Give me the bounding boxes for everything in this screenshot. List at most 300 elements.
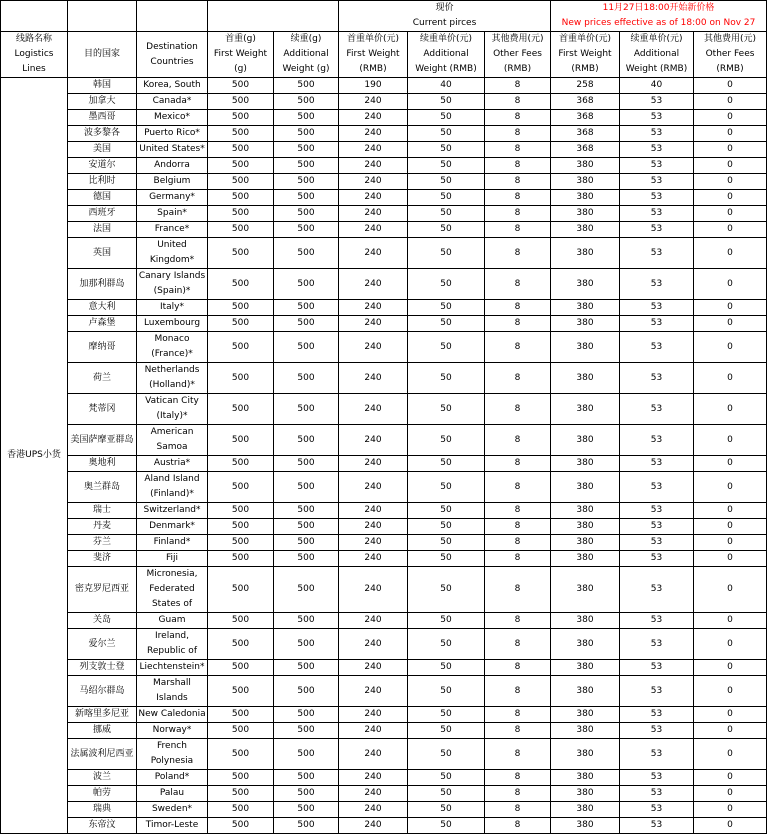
country-en-line: Puerto Rico* [144,128,200,138]
new-additional-price-cell: 53 [620,456,694,472]
new-other-fees-cell: 0 [694,190,767,206]
new-other-fees-cell: 0 [694,786,767,802]
country-en-line: (Italy)* [156,411,188,421]
new-first-price-cell: 380 [551,739,620,770]
current-first-price-cell: 240 [339,222,408,238]
country-en-line: Polynesia [150,756,194,766]
additional-weight-g-cell: 500 [274,206,339,222]
country-cn-cell: 奥地利 [68,456,137,472]
country-cn-cell: 奥兰群岛 [68,472,137,503]
table-row [1,206,767,222]
current-additional-price-cell: 50 [408,818,485,834]
new-first-price-cell: 380 [551,707,620,723]
additional-weight-g-cell: 500 [274,739,339,770]
country-en-line: Austria* [153,458,191,468]
new-first-price-cell: 380 [551,723,620,739]
current-additional-price-cell: 50 [408,629,485,660]
new-prices-label-en: New prices effective as of 18:00 on Nov 27 [561,18,756,28]
first-weight-g-cell: 500 [208,190,274,206]
current-first-price-cell: 240 [339,472,408,503]
country-cn-cell: 梵蒂冈 [68,394,137,425]
current-first-price-cell: 240 [339,818,408,834]
new-other-fees-cell: 0 [694,818,767,834]
current-additional-price-cell: 50 [408,425,485,456]
current-other-fees-cell: 8 [485,660,551,676]
country-en-line: Federated [149,584,195,594]
new-other-fees-cell: 0 [694,126,767,142]
new-first-price-cell: 368 [551,142,620,158]
table-row [1,316,767,332]
first-weight-g-cell: 500 [208,142,274,158]
new-other-fees-cell: 0 [694,206,767,222]
country-cn-cell: 帕劳 [68,786,137,802]
current-other-fees-cell: 8 [485,363,551,394]
new-other-fees-cell: 0 [694,142,767,158]
col-header-cn: 其他费用(元) [704,34,757,44]
new-additional-price-cell: 53 [620,425,694,456]
current-first-price-cell: 240 [339,110,408,126]
new-first-price-cell: 380 [551,238,620,269]
current-other-fees-cell: 8 [485,456,551,472]
new-other-fees-cell: 0 [694,174,767,190]
first-weight-g-cell: 500 [208,472,274,503]
current-first-price-cell: 240 [339,613,408,629]
country-en-line: Palau [159,788,185,798]
country-en-cell [137,503,208,519]
first-weight-g-cell: 500 [208,676,274,707]
current-additional-price-cell: 50 [408,535,485,551]
new-additional-price-cell: 53 [620,94,694,110]
new-first-price-cell: 380 [551,676,620,707]
current-additional-price-cell: 50 [408,126,485,142]
new-other-fees-cell: 0 [694,472,767,503]
new-additional-price-cell: 53 [620,503,694,519]
current-other-fees-cell: 8 [485,394,551,425]
current-other-fees-cell: 8 [485,238,551,269]
additional-weight-g-cell: 500 [274,363,339,394]
current-additional-price-cell: 50 [408,316,485,332]
country-en-cell [137,142,208,158]
current-other-fees-cell: 8 [485,174,551,190]
table-row [1,332,767,363]
country-en-line: French [157,741,187,751]
table-row [1,190,767,206]
header-top-row [1,1,767,32]
new-additional-price-cell: 53 [620,316,694,332]
new-additional-price-cell: 53 [620,206,694,222]
col-header-en: (RMB) [359,64,387,74]
first-weight-g-cell: 500 [208,394,274,425]
country-en-cell [137,739,208,770]
col-header-cn: 续重单价(元) [419,34,473,44]
new-additional-price-cell: 53 [620,110,694,126]
additional-weight-g-cell: 500 [274,425,339,456]
current-additional-price-cell: 50 [408,519,485,535]
current-first-price-cell: 240 [339,269,408,300]
new-additional-price-cell: 53 [620,676,694,707]
current-other-fees-cell: 8 [485,332,551,363]
current-other-fees-cell: 8 [485,425,551,456]
country-en-line: Micronesia, [146,569,198,579]
current-additional-price-cell: 50 [408,660,485,676]
col-header-new-first-weight-price [551,32,620,78]
col-header-en: First Weight [213,49,268,59]
current-other-fees-cell: 8 [485,519,551,535]
current-first-price-cell: 190 [339,78,408,94]
col-header-en: (RMB) [716,64,744,74]
table-row [1,222,767,238]
country-en-cell [137,707,208,723]
new-first-price-cell: 380 [551,394,620,425]
new-first-price-cell: 380 [551,363,620,394]
additional-weight-g-cell: 500 [274,818,339,834]
new-first-price-cell: 380 [551,456,620,472]
country-en-line: Norway* [152,725,192,735]
country-en-cell [137,190,208,206]
current-other-fees-cell: 8 [485,142,551,158]
country-en-cell [137,158,208,174]
new-first-price-cell: 380 [551,158,620,174]
country-en-line: United States* [139,144,205,154]
col-header-current-first-weight-price [339,32,408,78]
table-row [1,551,767,567]
first-weight-g-cell: 500 [208,770,274,786]
current-first-price-cell: 240 [339,786,408,802]
current-first-price-cell: 240 [339,723,408,739]
country-cn-cell: 比利时 [68,174,137,190]
current-additional-price-cell: 50 [408,802,485,818]
current-other-fees-cell: 8 [485,613,551,629]
col-header-cn: 首重单价(元) [558,34,612,44]
country-en-line: Canada* [152,96,192,106]
additional-weight-g-cell: 500 [274,802,339,818]
current-additional-price-cell: 50 [408,456,485,472]
current-first-price-cell: 240 [339,190,408,206]
current-other-fees-cell: 8 [485,300,551,316]
first-weight-g-cell: 500 [208,629,274,660]
country-en-cell [137,456,208,472]
new-other-fees-cell: 0 [694,363,767,394]
col-header-logistics-line [1,32,68,78]
table-body [1,78,767,834]
country-cn-cell: 韩国 [68,78,137,94]
country-en-cell [137,818,208,834]
additional-weight-g-cell: 500 [274,472,339,503]
current-other-fees-cell: 8 [485,206,551,222]
country-en-line: (Holland)* [149,380,195,390]
current-additional-price-cell: 50 [408,190,485,206]
country-en-line: Finland* [153,537,191,547]
table-row [1,425,767,456]
header-column-row [1,32,767,78]
table-row [1,456,767,472]
country-en-cell [137,567,208,613]
col-header-additional-weight-g [274,32,339,78]
additional-weight-g-cell: 500 [274,535,339,551]
country-en-line: Republic of [146,646,197,656]
country-en-line: Islands [156,693,188,703]
current-other-fees-cell: 8 [485,567,551,613]
current-other-fees-cell: 8 [485,786,551,802]
additional-weight-g-cell: 500 [274,676,339,707]
current-other-fees-cell: 8 [485,503,551,519]
new-first-price-cell: 380 [551,613,620,629]
new-additional-price-cell: 53 [620,613,694,629]
col-header-cn: 目的国家 [83,49,120,59]
current-additional-price-cell: 50 [408,567,485,613]
new-additional-price-cell: 53 [620,567,694,613]
additional-weight-g-cell: 500 [274,629,339,660]
new-other-fees-cell: 0 [694,269,767,300]
new-first-price-cell: 380 [551,206,620,222]
table-row [1,567,767,613]
col-header-cn: 续重单价(元) [630,34,683,44]
additional-weight-g-cell: 500 [274,567,339,613]
table-row [1,786,767,802]
first-weight-g-cell: 500 [208,206,274,222]
country-en-line: Luxembourg [143,318,201,328]
current-additional-price-cell: 50 [408,723,485,739]
table-row [1,363,767,394]
new-first-price-cell: 368 [551,126,620,142]
first-weight-g-cell: 500 [208,535,274,551]
additional-weight-g-cell: 500 [274,300,339,316]
country-en-line: Canary Islands [138,271,206,281]
table-row [1,78,767,94]
current-first-price-cell: 240 [339,316,408,332]
current-other-fees-cell: 8 [485,676,551,707]
col-header-new-other-fees [694,32,767,78]
new-additional-price-cell: 53 [620,707,694,723]
new-first-price-cell: 380 [551,660,620,676]
country-en-line: New Caledonia [138,709,206,719]
table-row [1,770,767,786]
col-header-en: Additional [633,49,680,59]
new-prices-label-cn: 11月27日18:00开始新价格 [602,3,715,13]
new-other-fees-cell: 0 [694,238,767,269]
country-en-cell [137,110,208,126]
first-weight-g-cell: 500 [208,818,274,834]
col-header-destination-cn [68,32,137,78]
new-additional-price-cell: 53 [620,174,694,190]
current-additional-price-cell: 50 [408,110,485,126]
new-first-price-cell: 380 [551,222,620,238]
current-first-price-cell: 240 [339,707,408,723]
new-additional-price-cell: 53 [620,660,694,676]
country-cn-cell: 新喀里多尼亚 [68,707,137,723]
col-header-en: (g) [234,64,247,74]
current-first-price-cell: 240 [339,158,408,174]
new-first-price-cell: 380 [551,567,620,613]
country-en-line: Spain* [157,208,187,218]
table-row [1,707,767,723]
current-first-price-cell: 240 [339,238,408,269]
country-cn-cell: 密克罗尼西亚 [68,567,137,613]
current-first-price-cell: 240 [339,567,408,613]
additional-weight-g-cell: 500 [274,786,339,802]
country-en-line: (Finland)* [150,489,194,499]
table-row [1,723,767,739]
new-first-price-cell: 368 [551,94,620,110]
col-header-current-other-fees [485,32,551,78]
country-en-cell [137,425,208,456]
country-cn-cell: 爱尔兰 [68,629,137,660]
current-additional-price-cell: 50 [408,770,485,786]
new-additional-price-cell: 53 [620,818,694,834]
first-weight-g-cell: 500 [208,707,274,723]
new-other-fees-cell: 0 [694,78,767,94]
current-first-price-cell: 240 [339,126,408,142]
current-other-fees-cell: 8 [485,94,551,110]
country-en-line: States of [151,599,193,609]
logistics-line-cell: 香港UPS小货 [1,78,68,834]
new-additional-price-cell: 53 [620,519,694,535]
country-en-cell [137,126,208,142]
current-additional-price-cell: 50 [408,332,485,363]
country-en-line: Sweden* [151,804,193,814]
new-first-price-cell: 380 [551,503,620,519]
new-additional-price-cell: 53 [620,739,694,770]
current-first-price-cell: 240 [339,94,408,110]
new-first-price-cell: 380 [551,629,620,660]
first-weight-g-cell: 500 [208,519,274,535]
country-cn-cell: 瑞士 [68,503,137,519]
col-header-en: Additional [283,49,329,59]
current-prices-label-cn: 现价 [435,3,454,13]
current-additional-price-cell: 50 [408,300,485,316]
new-additional-price-cell: 53 [620,394,694,425]
col-header-en: First Weight [558,49,612,59]
current-first-price-cell: 240 [339,174,408,190]
header-blank-cell [208,1,339,32]
country-en-cell [137,394,208,425]
country-en-cell [137,363,208,394]
country-en-cell [137,206,208,222]
current-additional-price-cell: 50 [408,551,485,567]
table-row [1,676,767,707]
table-row [1,535,767,551]
current-other-fees-cell: 8 [485,126,551,142]
current-first-price-cell: 240 [339,770,408,786]
first-weight-g-cell: 500 [208,78,274,94]
new-other-fees-cell: 0 [694,535,767,551]
table-row [1,126,767,142]
current-first-price-cell: 240 [339,676,408,707]
current-other-fees-cell: 8 [485,190,551,206]
country-en-cell [137,94,208,110]
country-cn-cell: 加拿大 [68,94,137,110]
new-first-price-cell: 380 [551,535,620,551]
additional-weight-g-cell: 500 [274,94,339,110]
current-other-fees-cell: 8 [485,723,551,739]
current-other-fees-cell: 8 [485,222,551,238]
country-cn-cell: 关岛 [68,613,137,629]
new-other-fees-cell: 0 [694,456,767,472]
first-weight-g-cell: 500 [208,551,274,567]
col-header-en: Destination [146,41,198,52]
country-en-line: Poland* [154,772,190,782]
country-en-line: American [150,427,194,437]
current-first-price-cell: 240 [339,551,408,567]
country-cn-cell: 安道尔 [68,158,137,174]
first-weight-g-cell: 500 [208,425,274,456]
new-additional-price-cell: 53 [620,535,694,551]
new-additional-price-cell: 53 [620,190,694,206]
country-en-line: Italy* [159,302,185,312]
table-row [1,269,767,300]
additional-weight-g-cell: 500 [274,269,339,300]
col-header-cn: 其他费用(元) [491,34,544,44]
country-en-line: Timor-Leste [145,820,199,830]
current-additional-price-cell: 50 [408,158,485,174]
current-additional-price-cell: 50 [408,503,485,519]
current-first-price-cell: 240 [339,802,408,818]
current-additional-price-cell: 50 [408,238,485,269]
country-en-line: Korea, South [143,80,201,90]
country-en-line: Marshall [153,678,191,688]
country-cn-cell: 荷兰 [68,363,137,394]
country-en-cell [137,551,208,567]
country-cn-cell: 列支敦士登 [68,660,137,676]
new-prices-header [551,1,767,32]
country-en-cell [137,802,208,818]
current-additional-price-cell: 50 [408,394,485,425]
new-other-fees-cell: 0 [694,316,767,332]
country-en-line: Mexico* [154,112,190,122]
current-additional-price-cell: 50 [408,786,485,802]
first-weight-g-cell: 500 [208,238,274,269]
new-first-price-cell: 380 [551,332,620,363]
country-cn-cell: 意大利 [68,300,137,316]
col-header-destination-en [137,32,208,78]
new-additional-price-cell: 53 [620,629,694,660]
first-weight-g-cell: 500 [208,456,274,472]
new-first-price-cell: 380 [551,190,620,206]
new-first-price-cell: 380 [551,472,620,503]
table-row [1,142,767,158]
current-first-price-cell: 240 [339,739,408,770]
country-cn-cell: 瑞典 [68,802,137,818]
country-cn-cell: 法属波利尼西亚 [68,739,137,770]
col-header-en: (RMB) [503,64,532,74]
country-en-line: (Spain)* [153,286,191,296]
current-first-price-cell: 240 [339,629,408,660]
new-other-fees-cell: 0 [694,613,767,629]
new-other-fees-cell: 0 [694,222,767,238]
current-first-price-cell: 240 [339,363,408,394]
country-en-cell [137,535,208,551]
country-en-cell [137,770,208,786]
table-row [1,660,767,676]
country-cn-cell: 墨西哥 [68,110,137,126]
current-prices-header [339,1,551,32]
new-additional-price-cell: 53 [620,472,694,503]
country-cn-cell: 芬兰 [68,535,137,551]
table-row [1,110,767,126]
first-weight-g-cell: 500 [208,158,274,174]
country-cn-cell: 英国 [68,238,137,269]
table-row [1,238,767,269]
new-additional-price-cell: 53 [620,126,694,142]
new-additional-price-cell: 53 [620,786,694,802]
new-other-fees-cell: 0 [694,425,767,456]
current-additional-price-cell: 50 [408,363,485,394]
new-additional-price-cell: 40 [620,78,694,94]
country-cn-cell: 西班牙 [68,206,137,222]
table-header [1,1,767,78]
header-blank-cell [68,1,137,32]
current-other-fees-cell: 8 [485,551,551,567]
